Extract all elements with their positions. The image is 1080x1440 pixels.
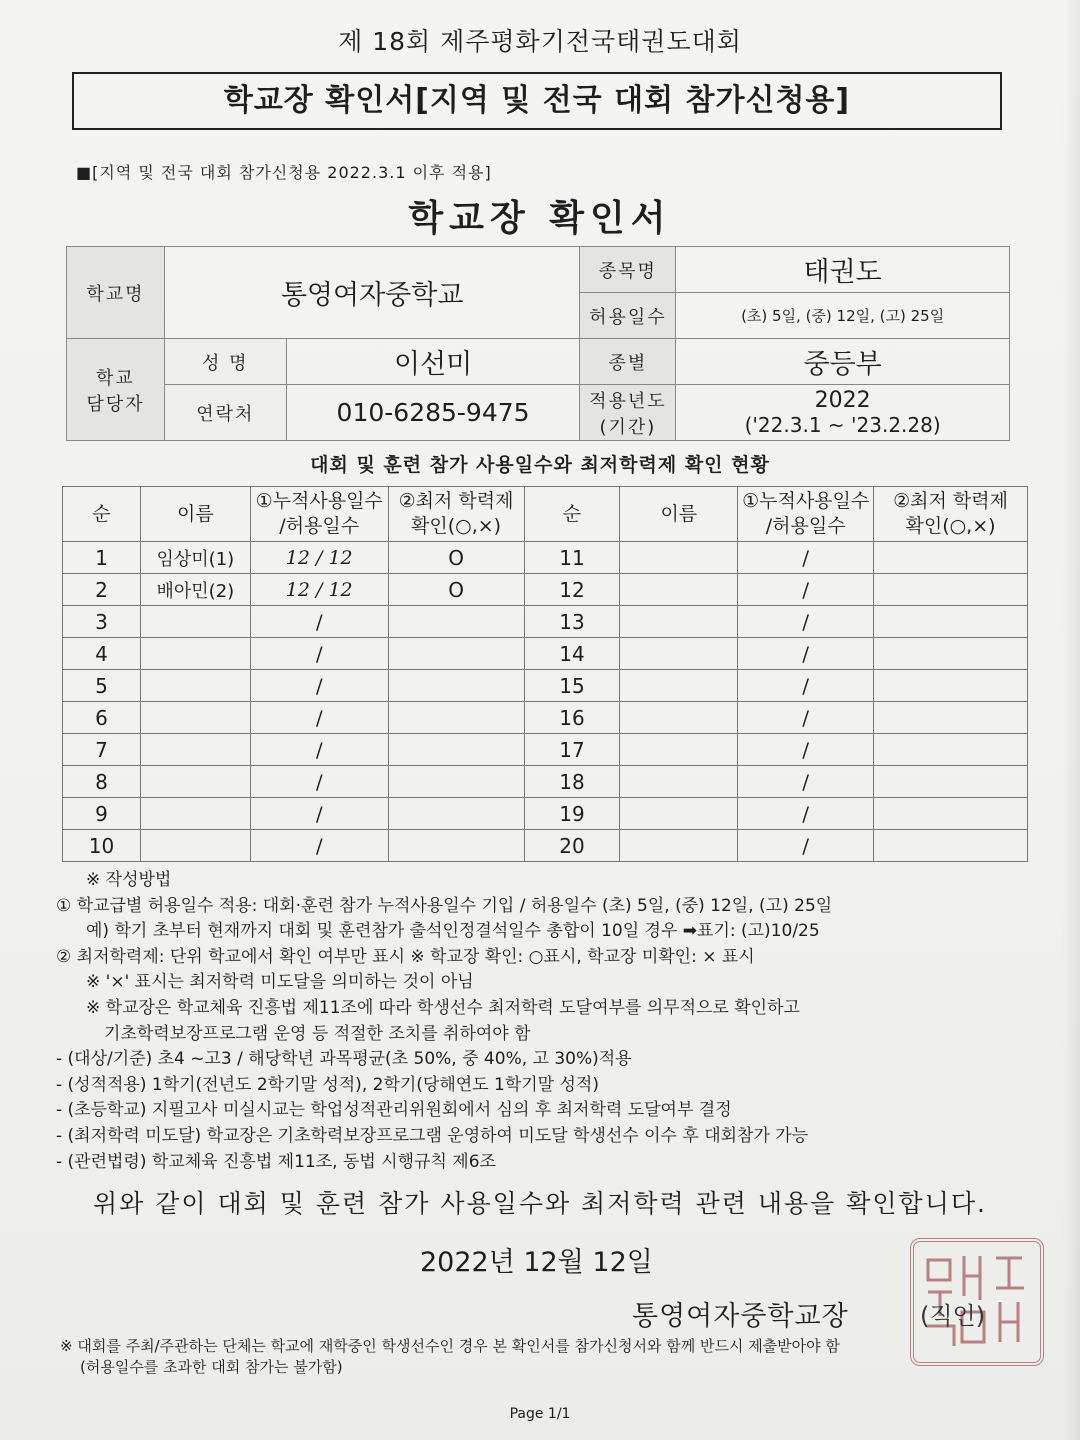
row-no: 13 xyxy=(524,606,620,638)
main-title: 학교장 확인서 xyxy=(408,198,672,239)
row-no: 14 xyxy=(524,638,620,670)
table-row xyxy=(63,542,1028,574)
row-check xyxy=(874,702,1028,734)
participants-header-row xyxy=(63,487,1028,542)
row-check xyxy=(874,766,1028,798)
instruction-line: - (대상/기준) 초4 ~고3 / 해당학년 과목평균(초 50%, 중 40%, 고 30%)적용 xyxy=(56,1049,632,1070)
header-days-left xyxy=(250,487,388,542)
row-days: / xyxy=(250,830,388,862)
row-no: 12 xyxy=(524,574,620,606)
header-days-line1: ①누적사용일수 xyxy=(742,490,870,512)
event-name: 태권도 xyxy=(676,247,1010,293)
page-number: Page 1/1 xyxy=(509,1406,571,1422)
period-value: ('22.3.1 ~ '23.2.28) xyxy=(744,413,941,437)
table-row xyxy=(63,798,1028,830)
row-no: 9 xyxy=(63,798,141,830)
row-days: 12 / 12 xyxy=(250,574,388,606)
row-days: / xyxy=(250,766,388,798)
header-min-line1: ②최저 학력제 xyxy=(398,490,514,512)
division-value: 중등부 xyxy=(676,339,1010,385)
table-row xyxy=(63,702,1028,734)
row-no: 17 xyxy=(524,734,620,766)
row-check: O xyxy=(388,574,524,606)
instruction-line: ※ '×' 표시는 최저학력 미도달을 의미하는 것이 아님 xyxy=(86,972,474,993)
row-check xyxy=(388,702,524,734)
row-name xyxy=(140,798,250,830)
footer-note xyxy=(60,1336,1050,1378)
header-min-line2: 확인(○,×) xyxy=(905,515,996,537)
row-name xyxy=(620,638,738,670)
row-name xyxy=(620,574,738,606)
instruction-line: - (최저학력 미도달) 학교장은 기초학력보장프로그램 운영하여 미도달 학생선수 이수 후 대회참가 가능 xyxy=(56,1125,809,1146)
header-min-left xyxy=(388,487,524,542)
header-days-line2: /허용일수 xyxy=(765,515,846,537)
header-min-right xyxy=(874,487,1028,542)
row-no: 20 xyxy=(524,830,620,862)
contact-name: 이선미 xyxy=(286,339,580,385)
row-check xyxy=(388,670,524,702)
row-check xyxy=(874,606,1028,638)
school-info-table xyxy=(66,246,1010,441)
row-check xyxy=(874,542,1028,574)
table-row xyxy=(63,830,1028,862)
row-days: / xyxy=(250,702,388,734)
footer-note-line1: ※ 대회를 주최/주관하는 단체는 학교에 재학중인 학생선수인 경우 본 확인서를 참가신청서와 함께 반드시 제출받아야 함 xyxy=(60,1337,840,1355)
instruction-line: 예) 학기 초부터 현재까지 대회 및 훈련참가 출석인정결석일수 총합이 10일 경우 ➡표기: (고)10/25 xyxy=(86,921,820,942)
school-label: 학교명 xyxy=(67,247,165,339)
contact-label-line1: 학교 xyxy=(96,367,135,389)
row-name xyxy=(620,830,738,862)
participants-table xyxy=(62,486,1028,862)
header-no-left: 순 xyxy=(63,487,141,542)
row-name xyxy=(620,542,738,574)
boxed-title: 학교장 확인서[지역 및 전국 대회 참가신청용] xyxy=(72,72,1002,130)
row-days: / xyxy=(738,670,874,702)
table-row xyxy=(63,574,1028,606)
row-name xyxy=(620,702,738,734)
row-days: / xyxy=(738,574,874,606)
row-no: 1 xyxy=(63,542,141,574)
table-row xyxy=(63,606,1028,638)
instruction-line: - (성적적용) 1학기(전년도 2학기말 성적), 2학기(당해연도 1학기말 성적) xyxy=(56,1074,599,1095)
row-no: 3 xyxy=(63,606,141,638)
row-no: 19 xyxy=(524,798,620,830)
confirmation-statement: 위와 같이 대회 및 훈련 참가 사용일수와 최저학력 관련 내용을 확인합니다. xyxy=(93,1189,987,1218)
row-check xyxy=(874,574,1028,606)
row-check xyxy=(388,638,524,670)
row-no: 11 xyxy=(524,542,620,574)
row-days: / xyxy=(738,734,874,766)
row-check xyxy=(874,638,1028,670)
row-no: 6 xyxy=(63,702,141,734)
instruction-line: 기초학력보장프로그램 운영 등 적절한 조치를 취하여야 함 xyxy=(104,1023,531,1044)
row-no: 8 xyxy=(63,766,141,798)
row-days: / xyxy=(250,734,388,766)
name-label: 성 명 xyxy=(164,339,286,385)
instruction-line: ※ 학교장은 학교체육 진흥법 제11조에 따라 학생선수 최저학력 도달여부를 의무적으로 확인하고 xyxy=(86,997,800,1018)
event-title: 제 18회 제주평화기전국태권도대회 xyxy=(338,27,742,56)
table-row xyxy=(63,766,1028,798)
row-name xyxy=(140,830,250,862)
year-label xyxy=(580,385,676,441)
row-name xyxy=(620,670,738,702)
row-check xyxy=(874,830,1028,862)
row-check xyxy=(388,766,524,798)
footer-note-line2: (허용일수를 초과한 대회 참가는 불가함) xyxy=(80,1358,343,1376)
header-days-line1: ①누적사용일수 xyxy=(255,490,383,512)
phone-value: 010-6285-9475 xyxy=(286,385,580,441)
row-name xyxy=(140,606,250,638)
row-days: / xyxy=(738,798,874,830)
row-days: 12 / 12 xyxy=(250,542,388,574)
row-check xyxy=(874,734,1028,766)
row-no: 4 xyxy=(63,638,141,670)
row-name xyxy=(620,766,738,798)
row-days: / xyxy=(738,766,874,798)
section-title: 대회 및 훈련 참가 사용일수와 최저학력제 확인 현황 xyxy=(310,454,770,476)
year-label-line1: 적용년도 xyxy=(589,390,667,412)
year-label-line2: (기간) xyxy=(599,416,657,438)
row-days: / xyxy=(738,702,874,734)
row-no: 10 xyxy=(63,830,141,862)
row-name xyxy=(140,734,250,766)
row-name xyxy=(140,670,250,702)
row-name xyxy=(620,606,738,638)
header-name-right: 이름 xyxy=(620,487,738,542)
instructions-heading: ※ 작성방법 xyxy=(86,870,172,890)
row-no: 15 xyxy=(524,670,620,702)
instructions xyxy=(56,868,1036,1175)
year-cell xyxy=(676,385,1010,441)
row-days: / xyxy=(250,606,388,638)
row-check xyxy=(388,830,524,862)
header-min-line2: 확인(○,×) xyxy=(411,515,502,537)
row-days: / xyxy=(738,638,874,670)
row-days: / xyxy=(738,830,874,862)
row-no: 16 xyxy=(524,702,620,734)
header-days-line2: /허용일수 xyxy=(279,515,360,537)
allowed-days-label: 허용일수 xyxy=(580,293,676,339)
instruction-line: ① 학교급별 허용일수 적용: 대회·훈련 참가 누적사용일수 기입 / 허용일수 (초) 5일, (중) 12일, (고) 25일 xyxy=(56,895,833,916)
header-days-right xyxy=(738,487,874,542)
row-days: / xyxy=(250,670,388,702)
instruction-line: - (초등학교) 지필고사 미실시교는 학업성적관리위원회에서 심의 후 최저학력 도달여부 결정 xyxy=(56,1100,732,1121)
row-name: 임상미(1) xyxy=(140,542,250,574)
row-name xyxy=(140,766,250,798)
row-check xyxy=(388,734,524,766)
row-no: 5 xyxy=(63,670,141,702)
school-name: 통영여자중학교 xyxy=(164,247,580,339)
row-no: 2 xyxy=(63,574,141,606)
table-row xyxy=(63,734,1028,766)
header-min-line1: ②최저 학력제 xyxy=(893,490,1008,512)
row-days: / xyxy=(250,638,388,670)
contact-label-line2: 담당자 xyxy=(86,393,145,415)
row-days: / xyxy=(738,542,874,574)
instruction-line: ② 최저학력제: 단위 학교에서 확인 여부만 표시 ※ 학교장 확인: ○표시, 학교장 미확인: × 표시 xyxy=(56,946,755,967)
header-no-right: 순 xyxy=(524,487,620,542)
seal-label: (직인) xyxy=(920,1302,986,1330)
table-row xyxy=(63,638,1028,670)
applicability-note: ■[지역 및 전국 대회 참가신청용 2022.3.1 이후 적용] xyxy=(76,163,492,182)
row-check xyxy=(388,606,524,638)
row-check xyxy=(388,798,524,830)
row-name xyxy=(620,798,738,830)
contact-label xyxy=(67,339,165,441)
row-days: / xyxy=(250,798,388,830)
issue-date: 2022년 12월 12일 xyxy=(420,1247,653,1278)
row-no: 18 xyxy=(524,766,620,798)
row-check xyxy=(874,798,1028,830)
row-name xyxy=(140,702,250,734)
row-name xyxy=(620,734,738,766)
row-no: 7 xyxy=(63,734,141,766)
allowed-days-value: (초) 5일, (중) 12일, (고) 25일 xyxy=(676,293,1010,339)
table-row xyxy=(63,670,1028,702)
header-name-left: 이름 xyxy=(140,487,250,542)
row-check: O xyxy=(388,542,524,574)
row-name xyxy=(140,638,250,670)
row-name: 배아민(2) xyxy=(140,574,250,606)
year-value: 2022 xyxy=(814,388,871,413)
event-label: 종목명 xyxy=(580,247,676,293)
row-check xyxy=(874,670,1028,702)
row-days: / xyxy=(738,606,874,638)
phone-label: 연락처 xyxy=(164,385,286,441)
instruction-line: - (관련법령) 학교체육 진흥법 제11조, 동법 시행규칙 제6조 xyxy=(56,1151,496,1172)
division-label: 종별 xyxy=(580,339,676,385)
principal-title: 통영여자중학교장 xyxy=(632,1301,849,1332)
